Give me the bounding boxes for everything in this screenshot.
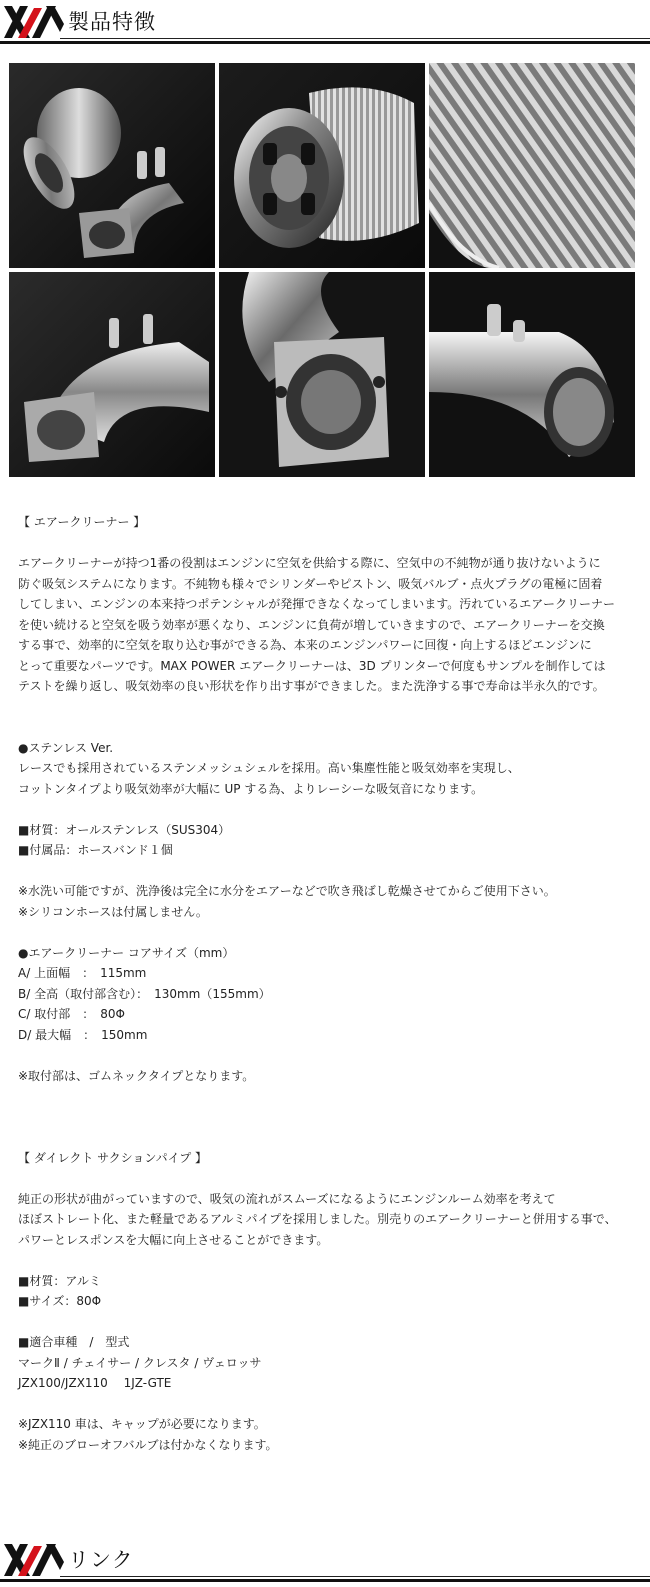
- size-note: ※取付部は、ゴムネックタイプとなります。: [18, 1068, 255, 1083]
- air-cleaner-and-pipe-photo: [9, 63, 215, 268]
- air-cleaner-heading: 【 エアークリーナー 】: [18, 515, 146, 529]
- section-header-links: [0, 1538, 650, 1582]
- fitment-cars: マークⅡ / チェイサー / クレスタ / ヴェロッサ: [18, 1355, 262, 1370]
- pipe-flange-closeup-photo: [219, 272, 425, 477]
- header-rule-thin: [60, 38, 650, 39]
- stainless-title: ●ステンレス Ver.: [18, 740, 114, 755]
- air-cleaner-body-line: を使い続けると空気を吸う効率が悪くなり、エンジンに負荷が増していきますので、エアークリーナーを交換: [18, 617, 605, 632]
- size-line: D/ 最大幅 ： 150mm: [18, 1027, 148, 1042]
- pipe-note-line: ※純正のブローオフバルブは付かなくなります。: [18, 1437, 278, 1452]
- air-cleaner-body-line: してしまい、エンジンの本来持つポテンシャルが発揮できなくなってしまいます。汚れているエアークリーナー: [18, 597, 615, 611]
- stainless-body-line: コットンタイプより吸気効率が大幅に UP する為、よりレーシーな吸気音になります。: [18, 781, 484, 796]
- section-title: リンク: [68, 1548, 134, 1572]
- size-title: ●エアークリーナー コアサイズ（mm）: [18, 945, 235, 960]
- filter-mesh-closeup-photo: [429, 63, 635, 268]
- fitment-title: ■適合車種 / 型式: [18, 1335, 130, 1349]
- section-title: 製品特徴: [68, 10, 156, 34]
- header-rule: [0, 1579, 650, 1582]
- product-gallery: [9, 63, 643, 477]
- fitment-models: JZX100/JZX110 1JZ-GTE: [18, 1376, 172, 1390]
- air-cleaner-body-line: テストを繰り返し、吸気効率の良い形状を作り出す事ができました。また洗浄する事で寿命は半永久的です。: [18, 679, 605, 693]
- suction-pipe-body-line: ほぼストレート化、また軽量であるアルミパイプを採用しました。別売りのエアークリーナーと併用する事で、: [18, 1212, 617, 1226]
- pipe-note-line: ※JZX110 車は、キャップが必要になります。: [18, 1417, 266, 1431]
- suction-pipe-body-line: パワーとレスポンスを大幅に向上させることができます。: [18, 1232, 329, 1247]
- air-cleaner-body-line: 防ぐ吸気システムになります。不純物も様々でシリンダーやピストン、吸気バルブ・点火プラグの電極に固着: [18, 576, 603, 591]
- size-line: B/ 全高（取付部含む）： 130mm（155mm）: [18, 986, 271, 1001]
- size-line: A/ 上面幅 ： 115mm: [18, 966, 147, 980]
- pipe-nipples-closeup-photo: [429, 272, 635, 477]
- pipe-material-spec: ■材質：アルミ: [18, 1273, 101, 1288]
- pipe-size-spec: ■サイズ：80Φ: [18, 1294, 102, 1308]
- brand-logo-icon: [2, 2, 64, 40]
- header-rule: [0, 41, 650, 44]
- size-line: C/ 取付部 ： 80Φ: [18, 1007, 125, 1021]
- air-cleaner-body-line: とって重要なパーツです。MAX POWER エアークリーナーは、3D プリンターで何度もサンプルを制作しては: [18, 658, 606, 673]
- section-header-features: [0, 0, 650, 44]
- air-cleaner-body-line: する事で、効率的に空気を取り込む事ができる為、本来のエンジンパワーに回復・向上するほどエンジンに: [18, 638, 592, 652]
- note-line: ※シリコンホースは付属しません。: [18, 904, 208, 919]
- note-line: ※水洗い可能ですが、洗浄後は完全に水分をエアーなどで吹き飛ばし乾燥させてからご使用下さい。: [18, 884, 556, 898]
- air-cleaner-front-photo: [219, 63, 425, 268]
- suction-pipe-heading: 【 ダイレクト サクションパイプ 】: [18, 1150, 208, 1165]
- suction-pipe-body-line: 純正の形状が曲がっていますので、吸気の流れがスムーズになるようにエンジンルーム効率を考えて: [18, 1191, 556, 1206]
- header-rule-thin: [60, 1576, 650, 1577]
- stainless-body-line: レースでも採用されているステンメッシュシェルを採用。高い集塵性能と吸気効率を実現し、: [18, 761, 520, 775]
- brand-logo-icon: [2, 1540, 64, 1578]
- product-description: [18, 512, 638, 1455]
- air-cleaner-body-line: エアークリーナーが持つ1番の役割はエンジンに空気を供給する際に、空気中の不純物が通り抜けないように: [18, 556, 601, 570]
- material-spec: ■材質：オールステンレス（SUS304）: [18, 822, 231, 837]
- accessory-spec: ■付属品：ホースバンド１個: [18, 843, 173, 857]
- suction-pipe-photo: [9, 272, 215, 477]
